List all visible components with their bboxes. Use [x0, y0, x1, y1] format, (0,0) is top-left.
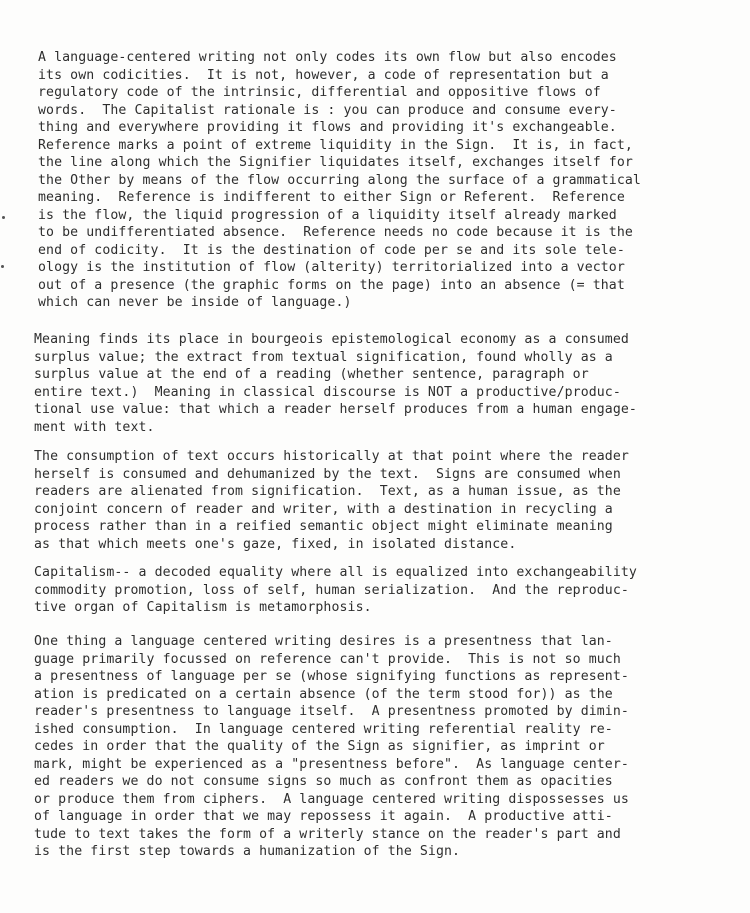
text-line: or produce them from ciphers. A language centered writing dispossesses us	[34, 791, 629, 807]
text-line: One thing a language centered writing desires is a presentness that lan-	[34, 634, 613, 649]
text-line: ation is predicated on a certain absence (of the term stood for)) as the	[34, 686, 613, 702]
paragraph-meaning	[34, 331, 724, 436]
text-line: Capitalism-- a decoded equality where all is equalized into exchangeability	[34, 565, 637, 580]
text-line: the line along which the Signifier liquidates itself, exchanges itself for	[38, 155, 633, 170]
text-line: process rather than in a reified semantic object might eliminate meaning	[34, 519, 613, 534]
text-line: The consumption of text occurs historically at that point where the reader	[34, 449, 629, 464]
text-line: A language-centered writing not only codes its own flow but also encodes	[38, 50, 617, 65]
text-line: which can never be inside of language.)	[38, 295, 352, 310]
text-line: ed readers we do not consume signs so much as confront them as opacities	[34, 774, 613, 789]
text-line: words. The Capitalist rationale is : you can produce and consume every-	[38, 102, 617, 118]
text-line: a presentness of language per se (whose signifying functions as represent-	[34, 669, 629, 684]
text-line: cedes in order that the quality of the Sign as signifier, as imprint or	[34, 739, 605, 754]
text-line: ology is the institution of flow (alterity) territorialized into a vector	[38, 260, 625, 275]
text-line: meaning. Reference is indifferent to either Sign or Referent. Reference	[38, 190, 625, 205]
text-line: ished consumption. In language centered writing referential reality re-	[34, 721, 613, 737]
text-line: conjoint concern of reader and writer, with a destination in recycling a	[34, 501, 613, 517]
text-line: surplus value; the extract from textual signification, found wholly as a	[34, 349, 613, 365]
margin-dot	[2, 216, 5, 219]
text-line: is the flow, the liquid progression of a liquidity itself already marked	[38, 207, 617, 223]
text-line: thing and everywhere providing it flows and providing it's exchangeable.	[38, 120, 617, 135]
text-line: Reference marks a point of extreme liquidity in the Sign. It is, in fact,	[38, 137, 633, 153]
text-line: the Other by means of the flow occurring along the surface of a grammatical	[38, 172, 641, 188]
text-line: guage primarily focussed on reference can't provide. This is not so much	[34, 651, 621, 667]
text-line: of language in order that we may repossess it again. A productive atti-	[34, 809, 613, 824]
text-line: readers are alienated from signification. Text, as a human issue, as the	[34, 484, 621, 499]
text-line: ment with text.	[34, 419, 155, 435]
text-line: is the first step towards a humanization of the Sign.	[34, 844, 461, 859]
text-line: regulatory code of the intrinsic, differential and oppositive flows of	[38, 85, 601, 100]
paragraph-consumption	[34, 448, 724, 553]
text-line: commodity promotion, loss of self, human serialization. And the reproduc-	[34, 582, 629, 598]
text-line: tive organ of Capitalism is metamorphosis.	[34, 600, 372, 615]
text-line: out of a presence (the graphic forms on the page) into an absence (= that	[38, 277, 625, 293]
text-line: tude to text takes the form of a writerly stance on the reader's part and	[34, 826, 621, 842]
text-line: its own codicities. It is not, however, a code of representation but a	[38, 67, 609, 83]
paragraph-capitalism	[34, 564, 724, 617]
text-line: as that which meets one's gaze, fixed, in isolated distance.	[34, 536, 517, 552]
text-line: herself is consumed and dehumanized by the text. Signs are consumed when	[34, 466, 621, 482]
text-line: end of codicity. It is the destination of code per se and its sole tele-	[38, 242, 625, 258]
text-line: reader's presentness to language itself. A presentness promoted by dimin-	[34, 704, 629, 719]
text-line: entire text.) Meaning in classical discourse is NOT a productive/produc-	[34, 384, 621, 400]
text-line: mark, might be experienced as a "presentness before". As language center-	[34, 756, 629, 772]
paragraph-reference	[38, 49, 728, 312]
text-line: tional use value: that which a reader herself produces from a human engage-	[34, 402, 637, 417]
paragraph-presentness	[34, 633, 724, 861]
margin-dot	[1, 265, 4, 268]
text-line: Meaning finds its place in bourgeois epistemological economy as a consumed	[34, 332, 629, 347]
text-line: to be undifferentiated absence. Reference needs no code because it is the	[38, 225, 633, 240]
text-line: surplus value at the end of a reading (whether sentence, paragraph or	[34, 367, 589, 382]
